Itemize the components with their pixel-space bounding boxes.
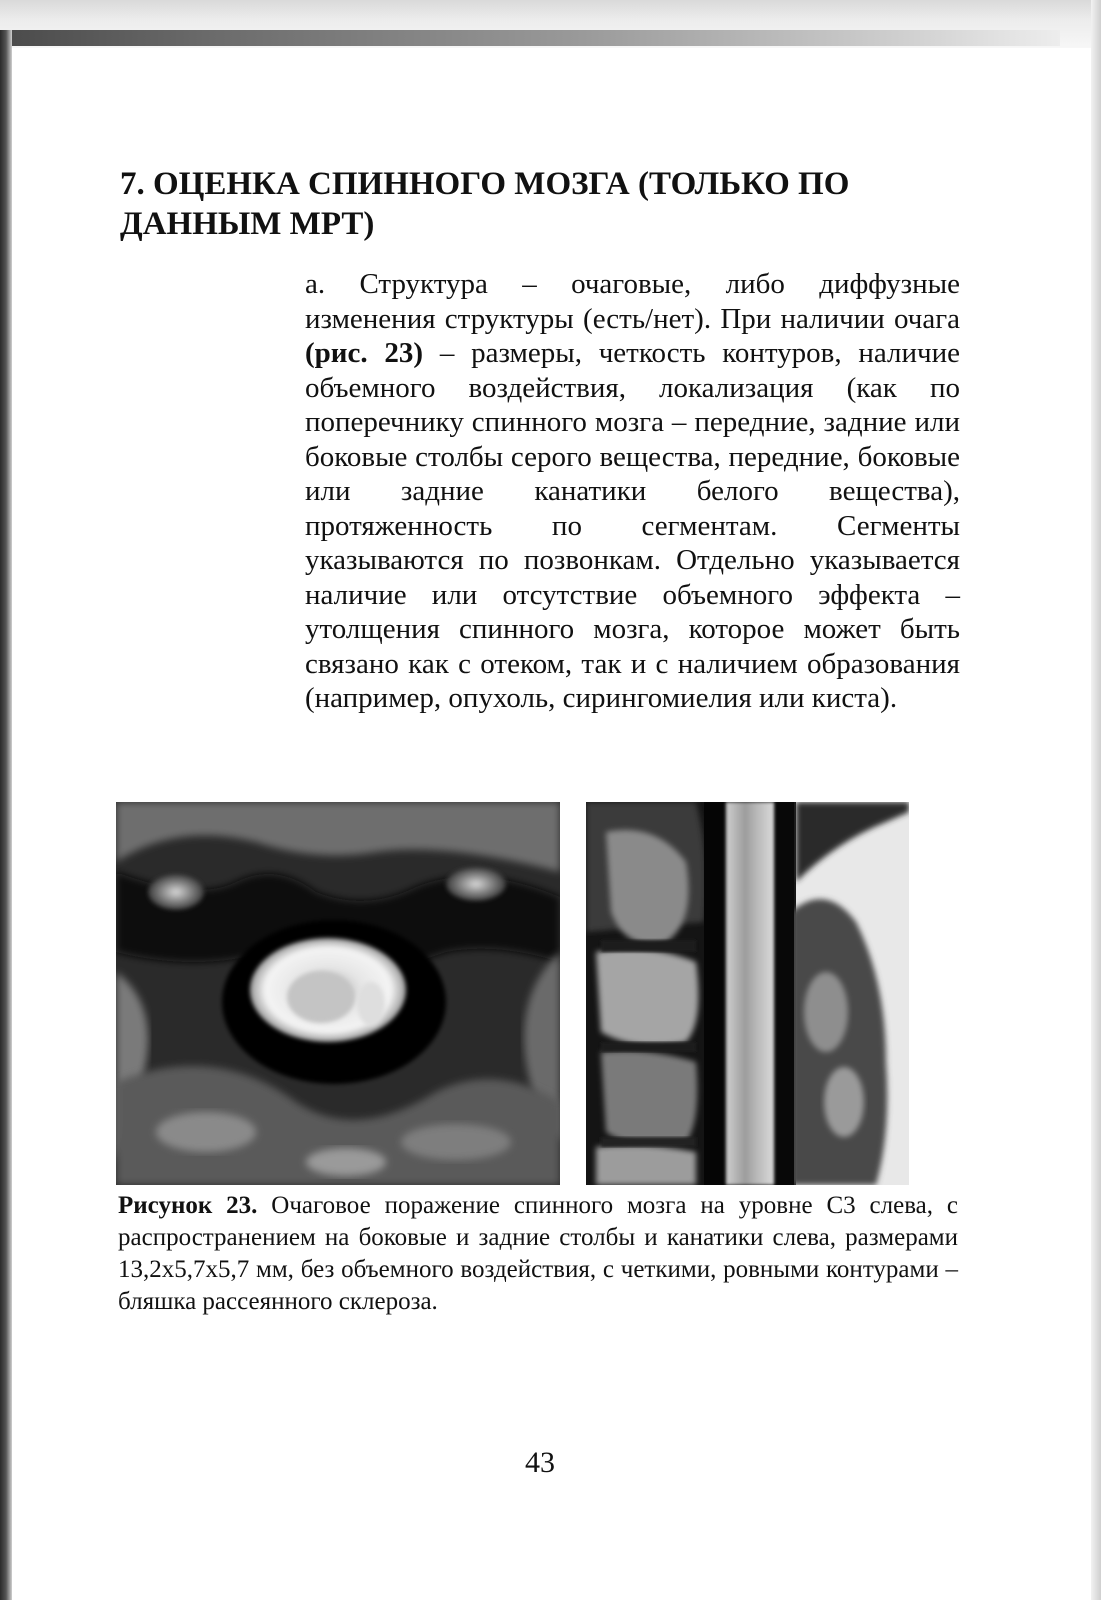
caption-text: Очаговое поражение спинного мозга на уровне С3 слева, с распространением на боковые и задние столбы и канатики слева, размерами 13,2х5,7х5,7 мм, без объемного воздействия, с четкими, ровными контурами – бляшка рассеянного склероза. <box>118 1192 958 1315</box>
scan-border-right <box>1091 0 1101 1600</box>
body-text-part-1: а. Структура – очаговые, либо диффузные изменения структуры (есть/нет). При наличии очага <box>305 268 960 335</box>
body-text-part-2: – размеры, четкость контуров, наличие объемного воздействия, локализация (как по поперечнику спинного мозга – передние, задние или боковые столбы серого вещества, передние, боковые или задние канатики белого вещества), протяженность по сегментам. Сегменты указываются по позвонкам. Отдельно указывается наличие или отсутствие объемного эффекта – утолщения спинного мозга, которое может быть связано как с отеком, так и с наличием образования (например, опухоль, сирингомиелия или киста). <box>305 337 960 714</box>
figure-reference: (рис. 23) <box>305 337 424 369</box>
section-heading: 7. ОЦЕНКА СПИННОГО МОЗГА (ТОЛЬКО ПО ДАННЫМ МРТ) <box>120 166 850 242</box>
figure-caption <box>118 1190 958 1318</box>
mri-axial-image <box>116 802 560 1185</box>
caption-label: Рисунок 23. <box>118 1192 258 1219</box>
body-paragraph <box>305 267 960 716</box>
scan-shadow-band <box>0 30 1060 46</box>
scan-border-left <box>0 30 12 1600</box>
page-number: 43 <box>525 1446 555 1479</box>
mri-sagittal-image <box>586 802 909 1185</box>
